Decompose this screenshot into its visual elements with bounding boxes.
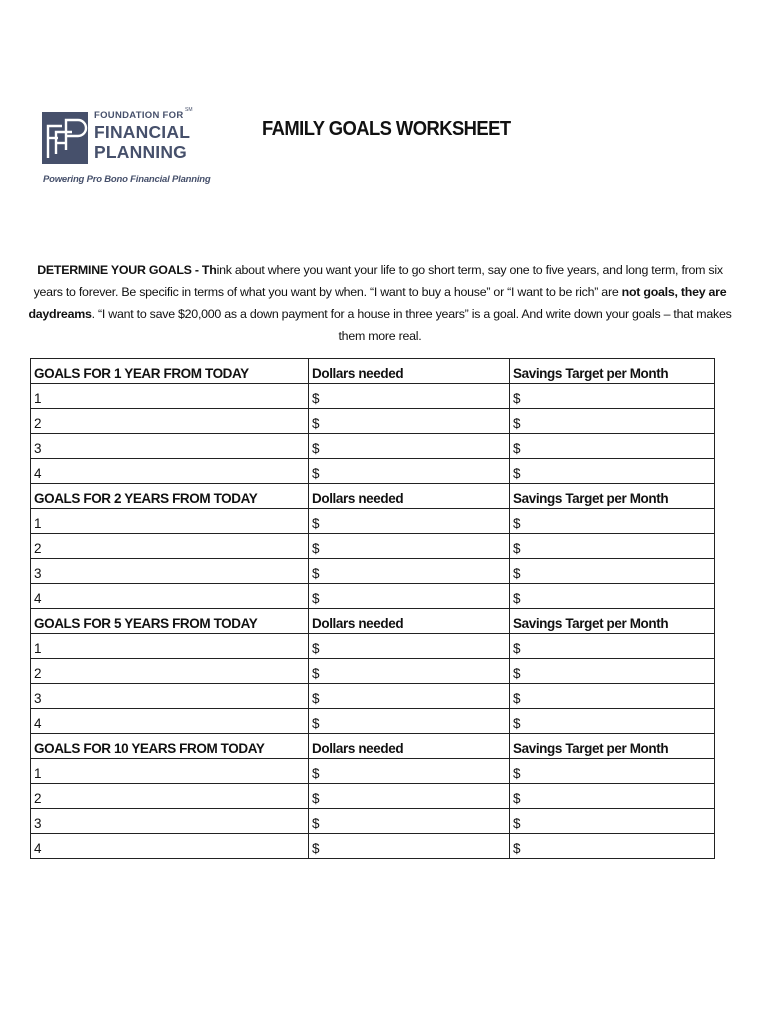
dollars-needed-cell[interactable]: $ bbox=[309, 809, 510, 834]
dollars-needed-cell[interactable]: $ bbox=[309, 784, 510, 809]
savings-target-cell[interactable]: $ bbox=[510, 534, 715, 559]
section-header-row bbox=[31, 484, 715, 509]
dollars-needed-header: Dollars needed bbox=[309, 734, 510, 759]
dollars-needed-cell[interactable]: $ bbox=[309, 459, 510, 484]
section-header-row bbox=[31, 734, 715, 759]
savings-target-header: Savings Target per Month bbox=[510, 484, 715, 509]
logo-planning-text: PLANNING bbox=[94, 142, 187, 162]
dollars-needed-cell[interactable]: $ bbox=[309, 559, 510, 584]
goal-row bbox=[31, 809, 715, 834]
goal-number-cell[interactable]: 3 bbox=[31, 684, 309, 709]
goal-number-cell[interactable]: 4 bbox=[31, 459, 309, 484]
logo-foundation-text: FOUNDATION FOR bbox=[94, 110, 184, 121]
savings-target-cell[interactable]: $ bbox=[510, 384, 715, 409]
dollars-needed-cell[interactable]: $ bbox=[309, 759, 510, 784]
goal-row bbox=[31, 534, 715, 559]
intro-paragraph bbox=[22, 259, 738, 347]
goal-row bbox=[31, 559, 715, 584]
goal-row bbox=[31, 634, 715, 659]
goal-row bbox=[31, 784, 715, 809]
goal-row bbox=[31, 459, 715, 484]
savings-target-header: Savings Target per Month bbox=[510, 609, 715, 634]
dollars-needed-cell[interactable]: $ bbox=[309, 409, 510, 434]
goal-row bbox=[31, 434, 715, 459]
savings-target-cell[interactable]: $ bbox=[510, 434, 715, 459]
goal-number-cell[interactable]: 3 bbox=[31, 434, 309, 459]
dollars-needed-cell[interactable]: $ bbox=[309, 659, 510, 684]
section-header-row bbox=[31, 359, 715, 384]
savings-target-cell[interactable]: $ bbox=[510, 584, 715, 609]
goal-row bbox=[31, 509, 715, 534]
goal-row bbox=[31, 584, 715, 609]
goal-row bbox=[31, 759, 715, 784]
section-heading: GOALS FOR 5 YEARS FROM TODAY bbox=[31, 609, 309, 634]
ffp-logo-mark-icon bbox=[42, 112, 88, 164]
intro-text-1: ink about where you want your life to go short term, say one to five years, and long term, from six years to forever. Be specific in terms of what you want by when. “I want to buy a house” or “I want to be rich” are bbox=[33, 263, 723, 299]
savings-target-cell[interactable]: $ bbox=[510, 634, 715, 659]
goal-number-cell[interactable]: 2 bbox=[31, 534, 309, 559]
intro-text-2: . “I want to save $20,000 as a down payment for a house in three years” is a goal. And write down your goals – that makes them more real. bbox=[91, 307, 732, 343]
intro-lead: DETERMINE YOUR GOALS - Th bbox=[37, 263, 217, 277]
dollars-needed-cell[interactable]: $ bbox=[309, 509, 510, 534]
savings-target-cell[interactable]: $ bbox=[510, 809, 715, 834]
goal-number-cell[interactable]: 1 bbox=[31, 634, 309, 659]
savings-target-cell[interactable]: $ bbox=[510, 784, 715, 809]
logo-financial-text: FINANCIAL bbox=[94, 122, 191, 142]
dollars-needed-cell[interactable]: $ bbox=[309, 534, 510, 559]
goal-number-cell[interactable]: 1 bbox=[31, 384, 309, 409]
savings-target-cell[interactable]: $ bbox=[510, 409, 715, 434]
savings-target-cell[interactable]: $ bbox=[510, 834, 715, 859]
goal-number-cell[interactable]: 1 bbox=[31, 509, 309, 534]
goal-number-cell[interactable]: 3 bbox=[31, 809, 309, 834]
savings-target-cell[interactable]: $ bbox=[510, 759, 715, 784]
dollars-needed-cell[interactable]: $ bbox=[309, 709, 510, 734]
logo-service-mark: SM bbox=[185, 107, 193, 113]
page-title: FAMILY GOALS WORKSHEET bbox=[262, 118, 511, 140]
savings-target-cell[interactable]: $ bbox=[510, 509, 715, 534]
dollars-needed-cell[interactable]: $ bbox=[309, 634, 510, 659]
savings-target-header: Savings Target per Month bbox=[510, 359, 715, 384]
dollars-needed-cell[interactable]: $ bbox=[309, 434, 510, 459]
goal-row bbox=[31, 834, 715, 859]
goal-number-cell[interactable]: 2 bbox=[31, 659, 309, 684]
dollars-needed-cell[interactable]: $ bbox=[309, 384, 510, 409]
savings-target-cell[interactable]: $ bbox=[510, 659, 715, 684]
goal-number-cell[interactable]: 4 bbox=[31, 584, 309, 609]
savings-target-cell[interactable]: $ bbox=[510, 709, 715, 734]
goal-row bbox=[31, 684, 715, 709]
section-header-row bbox=[31, 609, 715, 634]
goal-number-cell[interactable]: 3 bbox=[31, 559, 309, 584]
goal-row bbox=[31, 709, 715, 734]
goal-row bbox=[31, 409, 715, 434]
savings-target-cell[interactable]: $ bbox=[510, 684, 715, 709]
intro-emphasis: not goals, they are daydreams bbox=[28, 285, 727, 321]
foundation-logo bbox=[42, 107, 211, 192]
savings-target-cell[interactable]: $ bbox=[510, 559, 715, 584]
goals-table bbox=[30, 358, 715, 859]
goal-number-cell[interactable]: 2 bbox=[31, 409, 309, 434]
section-heading: GOALS FOR 2 YEARS FROM TODAY bbox=[31, 484, 309, 509]
dollars-needed-header: Dollars needed bbox=[309, 484, 510, 509]
logo-tagline: Powering Pro Bono Financial Planning bbox=[43, 174, 211, 185]
savings-target-cell[interactable]: $ bbox=[510, 459, 715, 484]
dollars-needed-header: Dollars needed bbox=[309, 609, 510, 634]
goal-number-cell[interactable]: 2 bbox=[31, 784, 309, 809]
section-heading: GOALS FOR 10 YEARS FROM TODAY bbox=[31, 734, 309, 759]
goal-number-cell[interactable]: 4 bbox=[31, 709, 309, 734]
savings-target-header: Savings Target per Month bbox=[510, 734, 715, 759]
dollars-needed-header: Dollars needed bbox=[309, 359, 510, 384]
dollars-needed-cell[interactable]: $ bbox=[309, 834, 510, 859]
goal-number-cell[interactable]: 4 bbox=[31, 834, 309, 859]
section-heading: GOALS FOR 1 YEAR FROM TODAY bbox=[31, 359, 309, 384]
goal-row bbox=[31, 384, 715, 409]
dollars-needed-cell[interactable]: $ bbox=[309, 584, 510, 609]
goal-row bbox=[31, 659, 715, 684]
goal-number-cell[interactable]: 1 bbox=[31, 759, 309, 784]
dollars-needed-cell[interactable]: $ bbox=[309, 684, 510, 709]
